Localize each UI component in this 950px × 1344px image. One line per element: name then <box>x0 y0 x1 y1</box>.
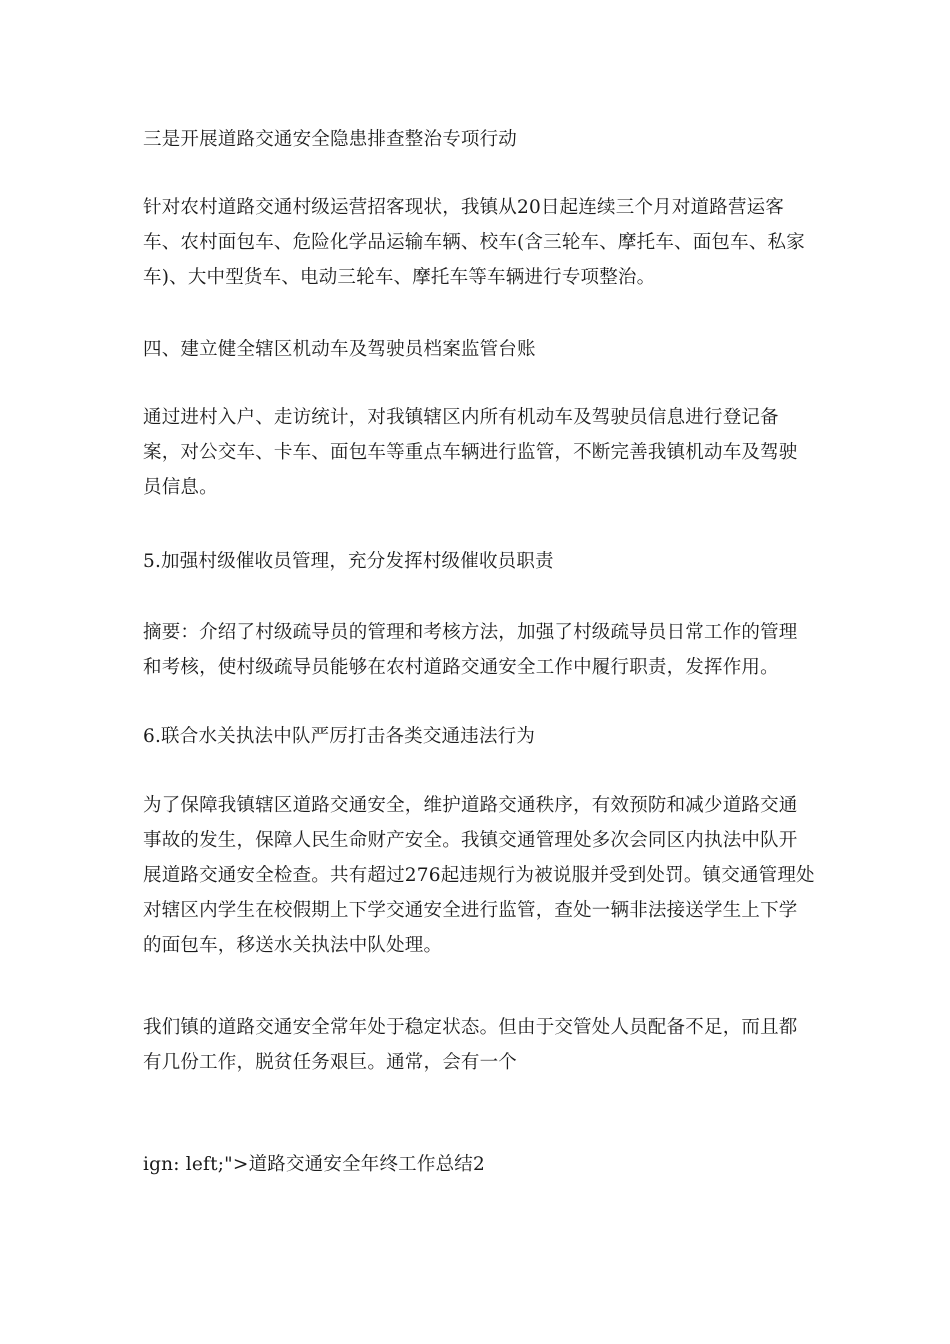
paragraph-status: 我们镇的道路交通安全常年处于稳定状态。但由于交管处人员配备不足，而且都有几份工作，脱贫任务艰巨。通常，会有一个 <box>143 1017 798 1073</box>
paragraph-abstract: 摘要：介绍了村级疏导员的管理和考核方法，加强了村级疏导员日常工作的管理和考核，使村级疏导员能够在农村道路交通安全工作中履行职责，发挥作用。 <box>143 622 798 678</box>
section-heading-4: 四、建立健全辖区机动车及驾驶员档案监管台账 <box>143 339 536 360</box>
paragraph-vehicle-records: 通过进村入户、走访统计，对我镇辖区内所有机动车及驾驶员信息进行登记备案，对公交车、卡车、面包车等重点车辆进行监管，不断完善我镇机动车及驾驶员信息。 <box>143 407 798 498</box>
section-heading-3: 三是开展道路交通安全隐患排查整治专项行动 <box>143 129 518 150</box>
section-heading-6: 6.联合水关执法中队严厉打击各类交通违法行为 <box>143 726 536 747</box>
paragraph-enforcement: 为了保障我镇辖区道路交通安全，维护道路交通秩序，有效预防和减少道路交通事故的发生，保障人民生命财产安全。我镇交通管理处多次会同区内执法中队开展道路交通安全检查。共有超过276起违规行为被说服并受到处罚。镇交通管理处对辖区内学生在校假期上下学交通安全进行监管，查处一辆非法接送学生上下学的面包车，移送水关执法中队处理。 <box>143 795 815 956</box>
section-heading-5: 5.加强村级催收员管理，充分发挥村级催收员职责 <box>143 551 554 572</box>
stray-markup-line: ign: left;">道路交通安全年终工作总结2 <box>143 1154 485 1175</box>
paragraph-special-rectification: 针对农村道路交通村级运营招客现状，我镇从20日起连续三个月对道路营运客车、农村面包车、危险化学品运输车辆、校车(含三轮车、摩托车、面包车、私家车)、大中型货车、电动三轮车、摩托车等车辆进行专项整治。 <box>143 197 805 288</box>
